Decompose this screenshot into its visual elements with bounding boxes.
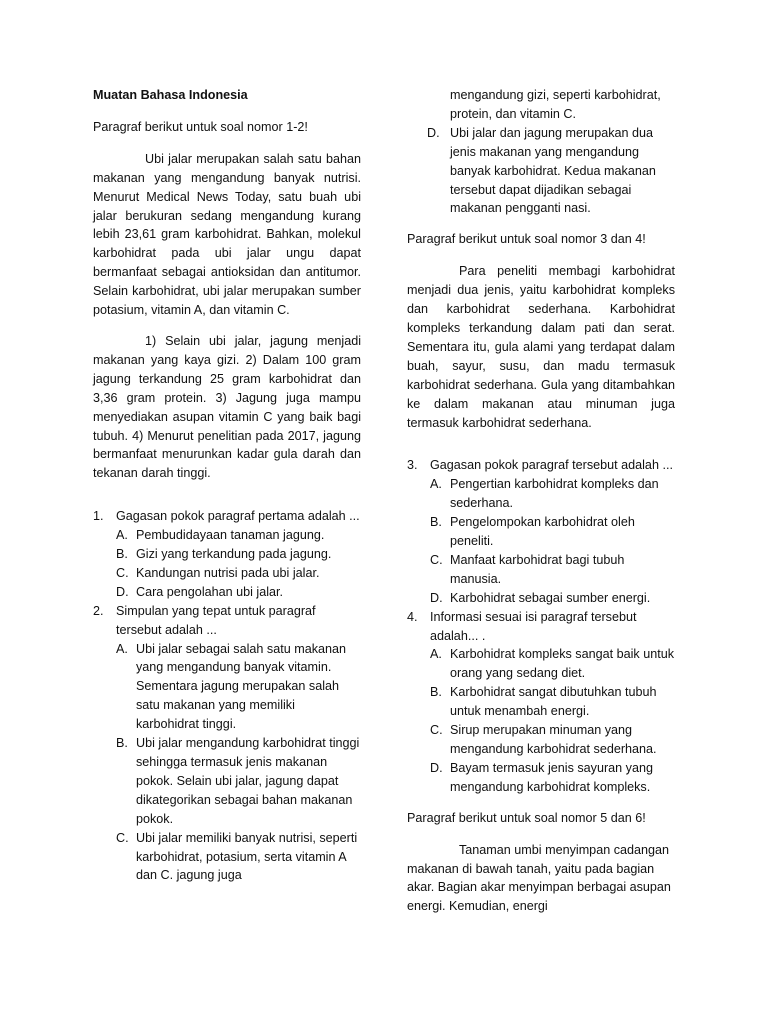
option-letter: C. bbox=[430, 552, 443, 567]
option-a bbox=[116, 640, 361, 735]
option-text: Bayam termasuk jenis sayuran yang mengandung karbohidrat kompleks. bbox=[450, 760, 653, 794]
question-2 bbox=[93, 602, 361, 886]
section-heading: Muatan Bahasa Indonesia bbox=[93, 88, 248, 102]
question-number: 2. bbox=[93, 603, 104, 618]
spacer bbox=[407, 218, 675, 230]
option-letter: B. bbox=[430, 515, 442, 530]
option-a bbox=[430, 645, 675, 683]
option-b bbox=[430, 683, 675, 721]
option-text: Sirup merupakan minuman yang mengandung karbohidrat sederhana. bbox=[450, 723, 657, 756]
instruction-q3-4: Paragraf berikut untuk soal nomor 3 dan 4! bbox=[407, 232, 646, 247]
question-number: 1. bbox=[93, 509, 104, 524]
spacer bbox=[407, 444, 675, 456]
question-1 bbox=[93, 507, 361, 602]
option-text: Cara pengolahan ubi jalar. bbox=[136, 584, 284, 599]
option-d bbox=[407, 124, 675, 219]
spacer bbox=[407, 797, 675, 809]
right-column bbox=[407, 86, 675, 928]
option-a bbox=[116, 526, 361, 545]
question-stem bbox=[93, 602, 361, 640]
paragraph-jagung: 1) Selain ubi jalar, jagung menjadi makanan yang kaya gizi. 2) Dalam 100 gram jagung terkandung 25 gram karbohidrat dan 3,36 gram protein. 3) Jagung juga mampu menyediakan asupan vitamin C yang baik bagi tubuh. 4) Menurut penelitian pada 2017, jagung bermanfaat menurunkan kadar gula darah dan tekanan darah tinggi. bbox=[93, 333, 361, 481]
question-4 bbox=[407, 608, 675, 797]
option-text: Pengertian karbohidrat kompleks dan sederhana. bbox=[450, 477, 659, 511]
option-letter: D. bbox=[430, 760, 443, 775]
question-text: Simpulan yang tepat untuk paragraf tersebut adalah ... bbox=[116, 603, 316, 637]
option-text: Ubi jalar dan jagung merupakan dua jenis makanan yang mengandung banyak karbohidrat. Kedua makanan tersebut dapat dijadikan sebagai makanan pengganti nasi. bbox=[450, 125, 656, 216]
option-c bbox=[116, 829, 361, 886]
option-letter: A. bbox=[430, 647, 442, 662]
option-c-continued: mengandung gizi, seperti karbohidrat, protein, dan vitamin C. bbox=[450, 88, 661, 121]
option-text: Pengelompokan karbohidrat oleh peneliti. bbox=[450, 515, 635, 549]
instruction-q1-2: Paragraf berikut untuk soal nomor 1-2! bbox=[93, 119, 308, 134]
option-text: Karbohidrat kompleks sangat baik untuk orang yang sedang diet. bbox=[450, 647, 675, 681]
option-text: Kandungan nutrisi pada ubi jalar. bbox=[136, 565, 320, 580]
option-c bbox=[116, 564, 361, 583]
option-letter: C. bbox=[116, 565, 129, 580]
question-3 bbox=[407, 456, 675, 607]
options-list bbox=[407, 645, 675, 796]
question-text: Informasi sesuai isi paragraf tersebut adalah... . bbox=[430, 609, 637, 643]
options-list bbox=[93, 640, 361, 886]
option-letter: B. bbox=[116, 547, 128, 562]
paragraph-karbohidrat: Para peneliti membagi karbohidrat menjadi dua jenis, yaitu karbohidrat kompleks dan karbohidrat sederhana. Karbohidrat kompleks terkandung dalam pati dan serat. Sementara itu, gula alami yang terdapat dalam buah, sayur, susu, dan madu termasuk karbohidrat sederhana. Gula yang ditambahkan ke dalam makanan atau minuman juga termasuk karbohidrat sederhana. bbox=[407, 264, 675, 430]
option-b bbox=[116, 545, 361, 564]
option-text: Ubi jalar sebagai salah satu makanan yang mengandung banyak vitamin. Sementara jagung merupakan salah satu makanan yang memiliki karbohidrat tinggi. bbox=[136, 641, 347, 732]
option-b bbox=[430, 513, 675, 551]
option-letter: D. bbox=[427, 125, 440, 140]
paragraph-umbi: Tanaman umbi menyimpan cadangan makanan di bawah tanah, yaitu pada bagian akar. Bagian akar menyimpan berbagai asupan energi. Kemudian, energi bbox=[407, 842, 671, 914]
question-stem bbox=[93, 507, 361, 526]
question-text: Gagasan pokok paragraf tersebut adalah ... bbox=[430, 458, 673, 473]
option-a bbox=[430, 475, 675, 513]
options-list bbox=[407, 475, 675, 607]
option-text: Karbohidrat sangat dibutuhkan tubuh untuk menambah energi. bbox=[450, 685, 657, 719]
option-d bbox=[430, 589, 675, 608]
option-letter: D. bbox=[430, 590, 443, 605]
question-stem bbox=[407, 456, 675, 475]
question-number: 3. bbox=[407, 458, 418, 473]
option-text: Ubi jalar mengandung karbohidrat tinggi sehingga termasuk jenis makanan pokok. Selain ubi jalar, jagung dapat dikategorikan sebagai bahan makanan pokok. bbox=[136, 736, 360, 826]
spacer bbox=[93, 495, 361, 507]
question-stem bbox=[407, 608, 675, 646]
question-number: 4. bbox=[407, 609, 418, 624]
option-letter: D. bbox=[116, 584, 129, 599]
option-letter: A. bbox=[430, 477, 442, 492]
option-letter: A. bbox=[116, 641, 128, 656]
paragraph-ubi-jalar: Ubi jalar merupakan salah satu bahan makanan yang mengandung banyak nutrisi. Menurut Medical News Today, satu buah ubi jalar berukuran sedang mengandung kurang lebih 23,61 gram karbohidrat. Bahkan, molekul karbohidrat pada ubi jalar ungu dapat bermanfaat sebagai antioksidan dan antitumor. Selain karbohidrat, ubi jalar merupakan sumber potasium, vitamin A, dan vitamin C. bbox=[93, 151, 361, 318]
option-text: Manfaat karbohidrat bagi tubuh manusia. bbox=[450, 552, 625, 586]
option-c bbox=[430, 551, 675, 589]
option-text: Gizi yang terkandung pada jagung. bbox=[136, 547, 332, 562]
option-d bbox=[430, 759, 675, 797]
options-list bbox=[93, 526, 361, 602]
option-letter: B. bbox=[430, 685, 442, 700]
instruction-q5-6: Paragraf berikut untuk soal nomor 5 dan 6! bbox=[407, 810, 646, 825]
option-letter: B. bbox=[116, 736, 128, 751]
option-letter: C. bbox=[430, 723, 443, 738]
option-d bbox=[116, 583, 361, 602]
option-text: Pembudidayaan tanaman jagung. bbox=[136, 528, 325, 543]
option-text: Karbohidrat sebagai sumber energi. bbox=[450, 590, 651, 605]
option-letter: C. bbox=[116, 830, 129, 845]
option-c bbox=[430, 721, 675, 759]
question-text: Gagasan pokok paragraf pertama adalah ... bbox=[116, 509, 360, 524]
option-b bbox=[116, 734, 361, 829]
option-letter: A. bbox=[116, 528, 128, 543]
option-text: Ubi jalar memiliki banyak nutrisi, seperti karbohidrat, potasium, serta vitamin A dan C. jagung juga bbox=[136, 830, 358, 883]
left-column bbox=[93, 86, 361, 885]
